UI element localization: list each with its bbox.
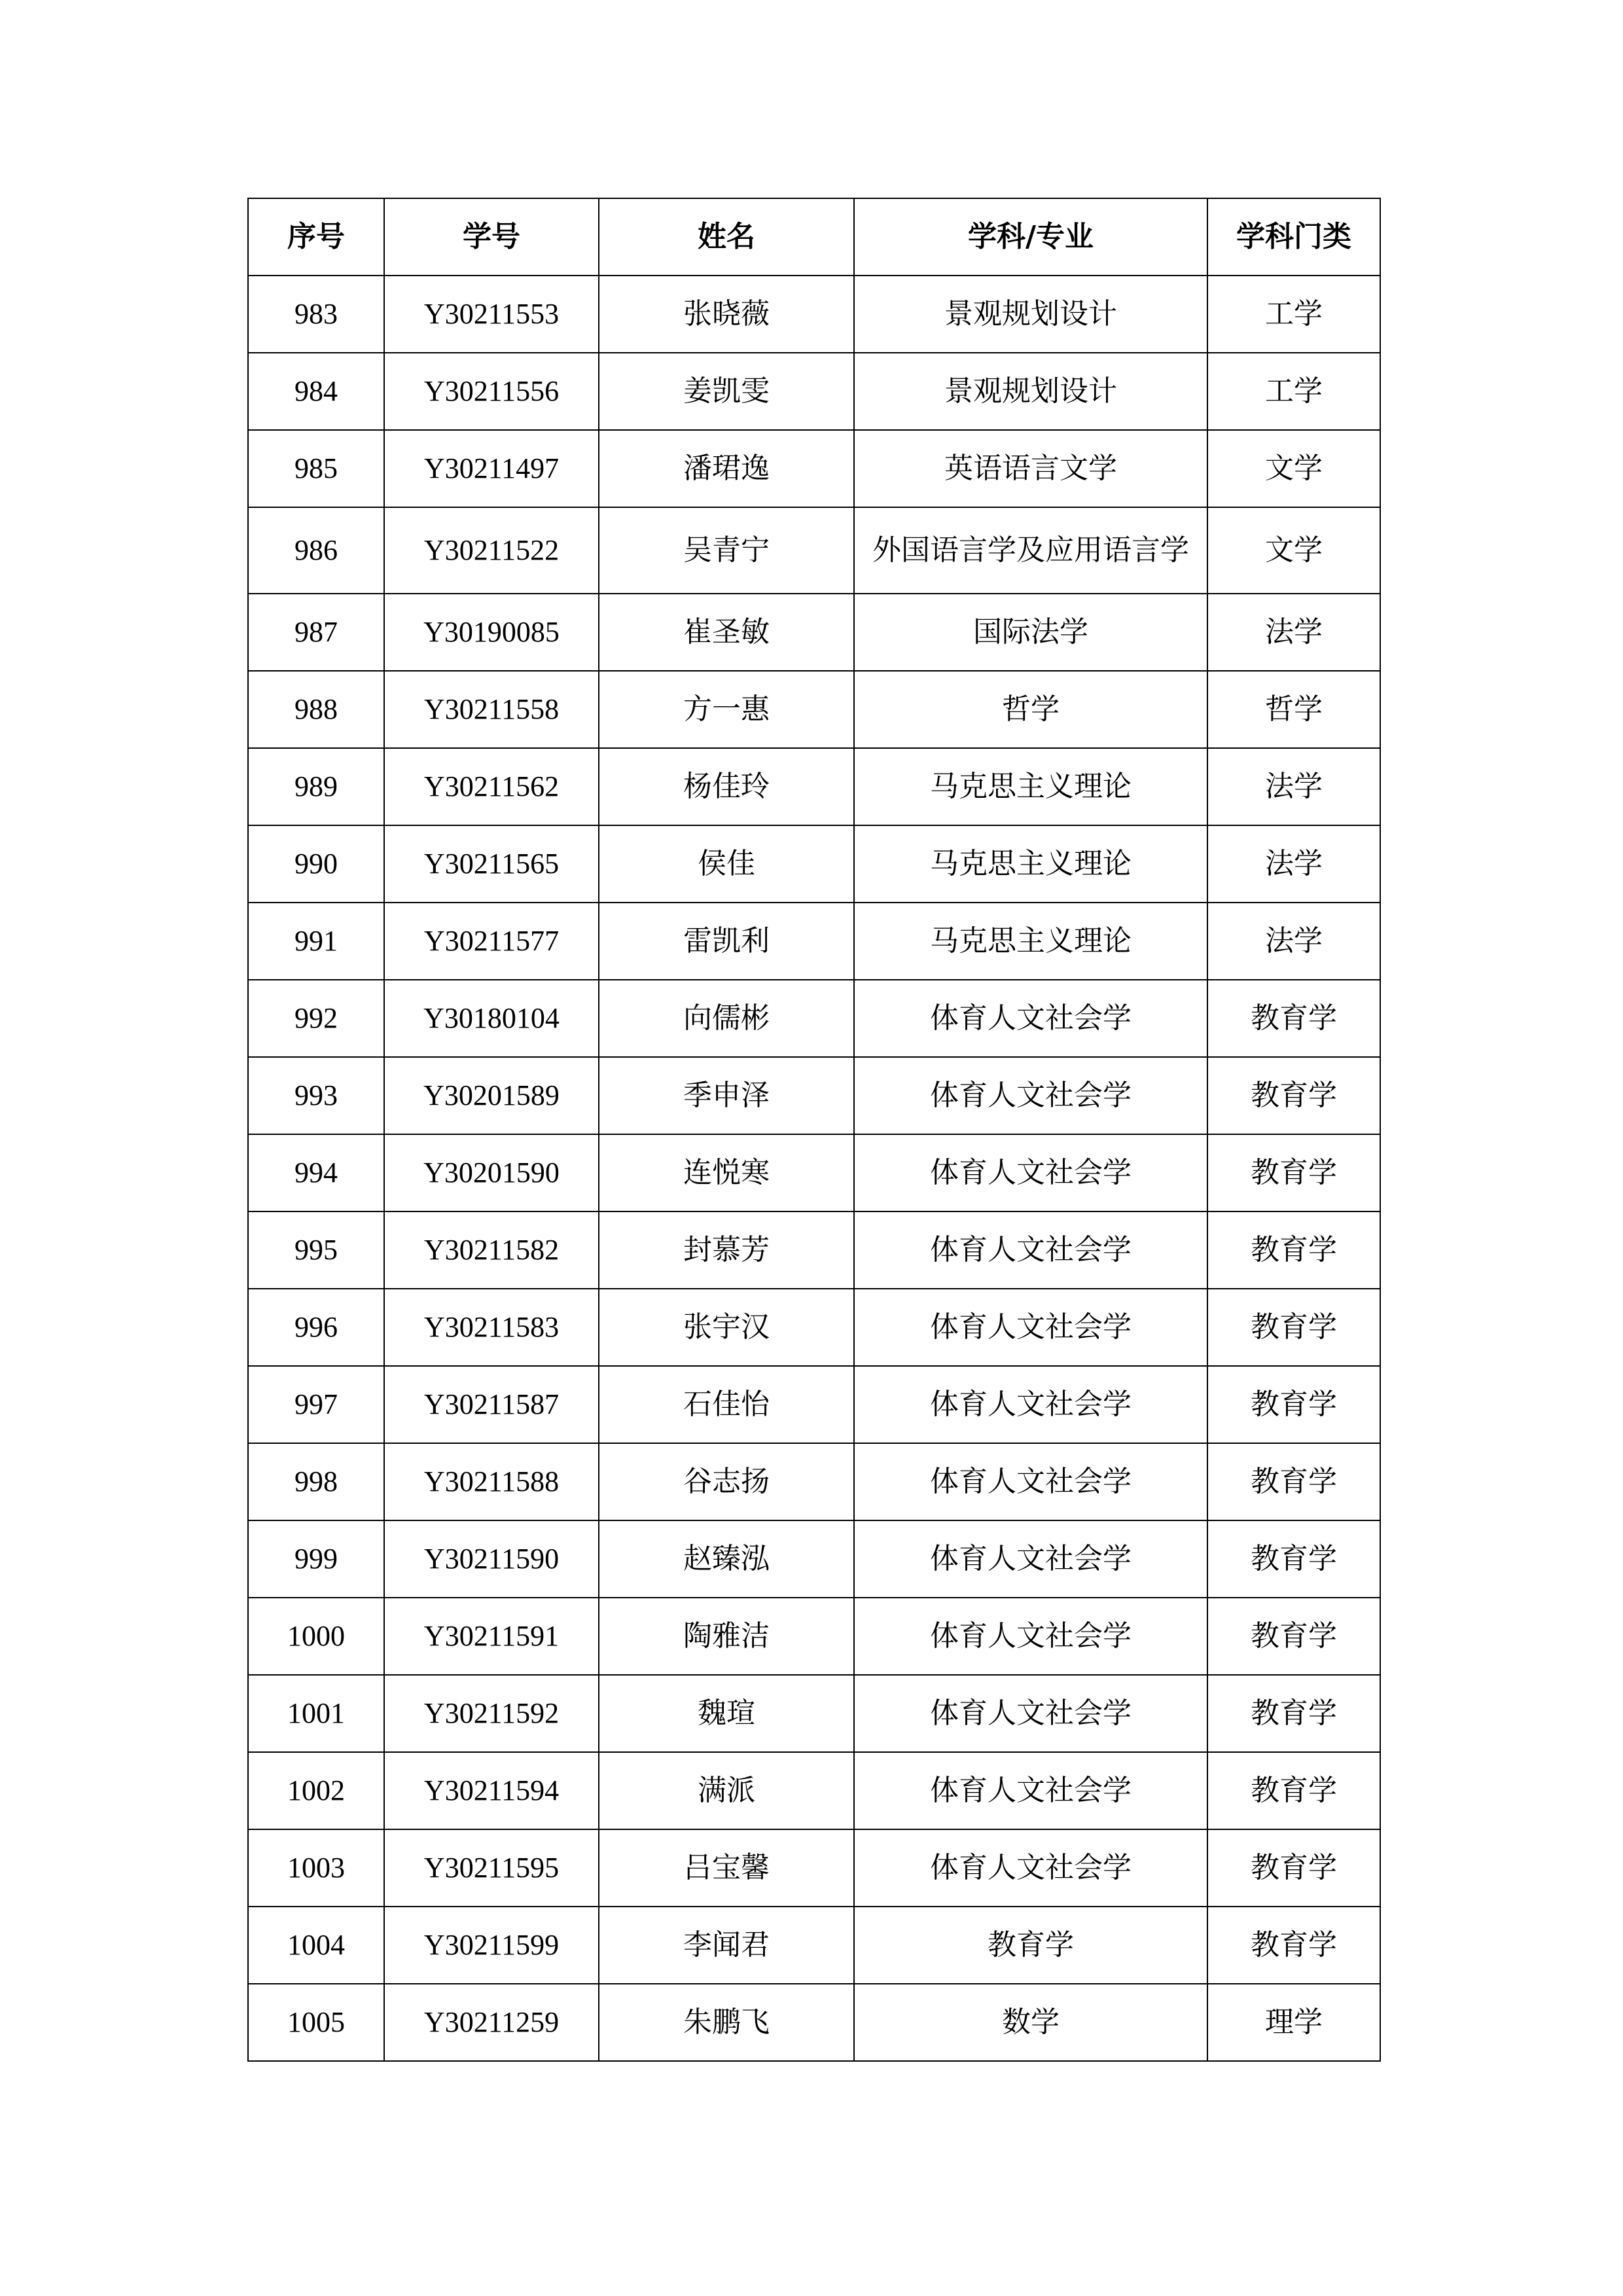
- cell-category: 教育学: [1207, 1289, 1380, 1366]
- cell-name: 吴青宁: [599, 507, 854, 594]
- cell-category: 法学: [1207, 825, 1380, 903]
- cell-name: 向儒彬: [599, 980, 854, 1057]
- cell-student-id: Y30211594: [384, 1752, 599, 1829]
- cell-category: 哲学: [1207, 671, 1380, 748]
- cell-student-id: Y30211556: [384, 353, 599, 430]
- cell-student-id: Y30211587: [384, 1366, 599, 1443]
- cell-seq: 993: [248, 1057, 384, 1134]
- table-header-row: [248, 198, 1380, 276]
- cell-category: 教育学: [1207, 1057, 1380, 1134]
- table-row: [248, 1829, 1380, 1907]
- cell-category: 教育学: [1207, 980, 1380, 1057]
- header-major: 学科/专业: [854, 198, 1207, 276]
- cell-name: 连悦寒: [599, 1134, 854, 1211]
- cell-student-id: Y30211562: [384, 748, 599, 825]
- cell-student-id: Y30211582: [384, 1211, 599, 1289]
- cell-category: 教育学: [1207, 1598, 1380, 1675]
- cell-name: 季申泽: [599, 1057, 854, 1134]
- cell-seq: 985: [248, 430, 384, 507]
- cell-name: 谷志扬: [599, 1443, 854, 1520]
- cell-seq: 986: [248, 507, 384, 594]
- table-row: [248, 1289, 1380, 1366]
- cell-seq: 1000: [248, 1598, 384, 1675]
- cell-student-id: Y30211558: [384, 671, 599, 748]
- table-row: [248, 1752, 1380, 1829]
- cell-student-id: Y30180104: [384, 980, 599, 1057]
- header-name: 姓名: [599, 198, 854, 276]
- table-row: [248, 1675, 1380, 1752]
- cell-name: 朱鹏飞: [599, 1984, 854, 2061]
- cell-name: 潘珺逸: [599, 430, 854, 507]
- cell-name: 雷凯利: [599, 903, 854, 980]
- cell-category: 文学: [1207, 507, 1380, 594]
- cell-name: 崔圣敏: [599, 594, 854, 671]
- cell-name: 赵臻泓: [599, 1520, 854, 1598]
- cell-category: 法学: [1207, 748, 1380, 825]
- table-row: [248, 671, 1380, 748]
- cell-category: 文学: [1207, 430, 1380, 507]
- cell-category: 教育学: [1207, 1752, 1380, 1829]
- cell-seq: 999: [248, 1520, 384, 1598]
- header-seq: 序号: [248, 198, 384, 276]
- table-row: [248, 1366, 1380, 1443]
- table-row: [248, 1057, 1380, 1134]
- cell-seq: 991: [248, 903, 384, 980]
- cell-name: 杨佳玲: [599, 748, 854, 825]
- cell-name: 吕宝馨: [599, 1829, 854, 1907]
- cell-student-id: Y30211590: [384, 1520, 599, 1598]
- cell-seq: 998: [248, 1443, 384, 1520]
- cell-student-id: Y30211591: [384, 1598, 599, 1675]
- cell-major: 体育人文社会学: [854, 1598, 1207, 1675]
- cell-major: 国际法学: [854, 594, 1207, 671]
- cell-category: 教育学: [1207, 1829, 1380, 1907]
- cell-seq: 983: [248, 276, 384, 353]
- cell-seq: 1004: [248, 1907, 384, 1984]
- table-row: [248, 903, 1380, 980]
- cell-seq: 1002: [248, 1752, 384, 1829]
- cell-student-id: Y30211522: [384, 507, 599, 594]
- table-row: [248, 980, 1380, 1057]
- table-row: [248, 353, 1380, 430]
- table-row: [248, 1211, 1380, 1289]
- cell-major: 马克思主义理论: [854, 825, 1207, 903]
- cell-category: 理学: [1207, 1984, 1380, 2061]
- cell-category: 工学: [1207, 276, 1380, 353]
- cell-major: 数学: [854, 1984, 1207, 2061]
- table-row: [248, 1907, 1380, 1984]
- cell-seq: 995: [248, 1211, 384, 1289]
- cell-major: 景观规划设计: [854, 353, 1207, 430]
- cell-category: 工学: [1207, 353, 1380, 430]
- cell-name: 侯佳: [599, 825, 854, 903]
- cell-major: 体育人文社会学: [854, 1366, 1207, 1443]
- cell-category: 教育学: [1207, 1211, 1380, 1289]
- cell-name: 魏瑄: [599, 1675, 854, 1752]
- header-category: 学科门类: [1207, 198, 1380, 276]
- cell-category: 教育学: [1207, 1443, 1380, 1520]
- cell-seq: 984: [248, 353, 384, 430]
- cell-category: 法学: [1207, 594, 1380, 671]
- cell-major: 体育人文社会学: [854, 1829, 1207, 1907]
- cell-major: 体育人文社会学: [854, 1752, 1207, 1829]
- table-row: [248, 276, 1380, 353]
- cell-major: 体育人文社会学: [854, 1289, 1207, 1366]
- table-row: [248, 748, 1380, 825]
- table-row: [248, 1520, 1380, 1598]
- cell-major: 体育人文社会学: [854, 980, 1207, 1057]
- cell-major: 外国语言学及应用语言学: [854, 507, 1207, 594]
- cell-major: 体育人文社会学: [854, 1443, 1207, 1520]
- cell-student-id: Y30211599: [384, 1907, 599, 1984]
- table-row: [248, 594, 1380, 671]
- cell-name: 张宇汉: [599, 1289, 854, 1366]
- cell-student-id: Y30211577: [384, 903, 599, 980]
- cell-seq: 989: [248, 748, 384, 825]
- cell-category: 教育学: [1207, 1366, 1380, 1443]
- cell-category: 教育学: [1207, 1520, 1380, 1598]
- table-row: [248, 825, 1380, 903]
- cell-student-id: Y30201589: [384, 1057, 599, 1134]
- cell-major: 体育人文社会学: [854, 1057, 1207, 1134]
- cell-seq: 1001: [248, 1675, 384, 1752]
- cell-name: 封慕芳: [599, 1211, 854, 1289]
- cell-student-id: Y30211583: [384, 1289, 599, 1366]
- table-row: [248, 430, 1380, 507]
- cell-category: 教育学: [1207, 1907, 1380, 1984]
- cell-name: 石佳怡: [599, 1366, 854, 1443]
- cell-major: 体育人文社会学: [854, 1134, 1207, 1211]
- cell-student-id: Y30211592: [384, 1675, 599, 1752]
- cell-category: 教育学: [1207, 1675, 1380, 1752]
- cell-student-id: Y30211565: [384, 825, 599, 903]
- cell-name: 陶雅洁: [599, 1598, 854, 1675]
- cell-student-id: Y30190085: [384, 594, 599, 671]
- cell-major: 马克思主义理论: [854, 748, 1207, 825]
- table-row: [248, 507, 1380, 594]
- cell-name: 张晓薇: [599, 276, 854, 353]
- cell-seq: 994: [248, 1134, 384, 1211]
- table-row: [248, 1598, 1380, 1675]
- cell-name: 满派: [599, 1752, 854, 1829]
- cell-major: 体育人文社会学: [854, 1211, 1207, 1289]
- cell-student-id: Y30211259: [384, 1984, 599, 2061]
- cell-seq: 1003: [248, 1829, 384, 1907]
- cell-seq: 992: [248, 980, 384, 1057]
- cell-student-id: Y30211497: [384, 430, 599, 507]
- cell-seq: 988: [248, 671, 384, 748]
- student-roster-table: [247, 198, 1381, 2062]
- cell-name: 方一惠: [599, 671, 854, 748]
- cell-seq: 990: [248, 825, 384, 903]
- cell-name: 姜凯雯: [599, 353, 854, 430]
- table-row: [248, 1984, 1380, 2061]
- cell-student-id: Y30211553: [384, 276, 599, 353]
- table-row: [248, 1443, 1380, 1520]
- cell-major: 体育人文社会学: [854, 1520, 1207, 1598]
- cell-major: 马克思主义理论: [854, 903, 1207, 980]
- cell-major: 体育人文社会学: [854, 1675, 1207, 1752]
- cell-major: 哲学: [854, 671, 1207, 748]
- cell-name: 李闻君: [599, 1907, 854, 1984]
- header-student-id: 学号: [384, 198, 599, 276]
- cell-seq: 997: [248, 1366, 384, 1443]
- cell-major: 景观规划设计: [854, 276, 1207, 353]
- cell-major: 英语语言文学: [854, 430, 1207, 507]
- cell-seq: 987: [248, 594, 384, 671]
- cell-student-id: Y30201590: [384, 1134, 599, 1211]
- cell-major: 教育学: [854, 1907, 1207, 1984]
- cell-seq: 1005: [248, 1984, 384, 2061]
- cell-student-id: Y30211588: [384, 1443, 599, 1520]
- cell-category: 教育学: [1207, 1134, 1380, 1211]
- table-row: [248, 1134, 1380, 1211]
- cell-student-id: Y30211595: [384, 1829, 599, 1907]
- cell-seq: 996: [248, 1289, 384, 1366]
- cell-category: 法学: [1207, 903, 1380, 980]
